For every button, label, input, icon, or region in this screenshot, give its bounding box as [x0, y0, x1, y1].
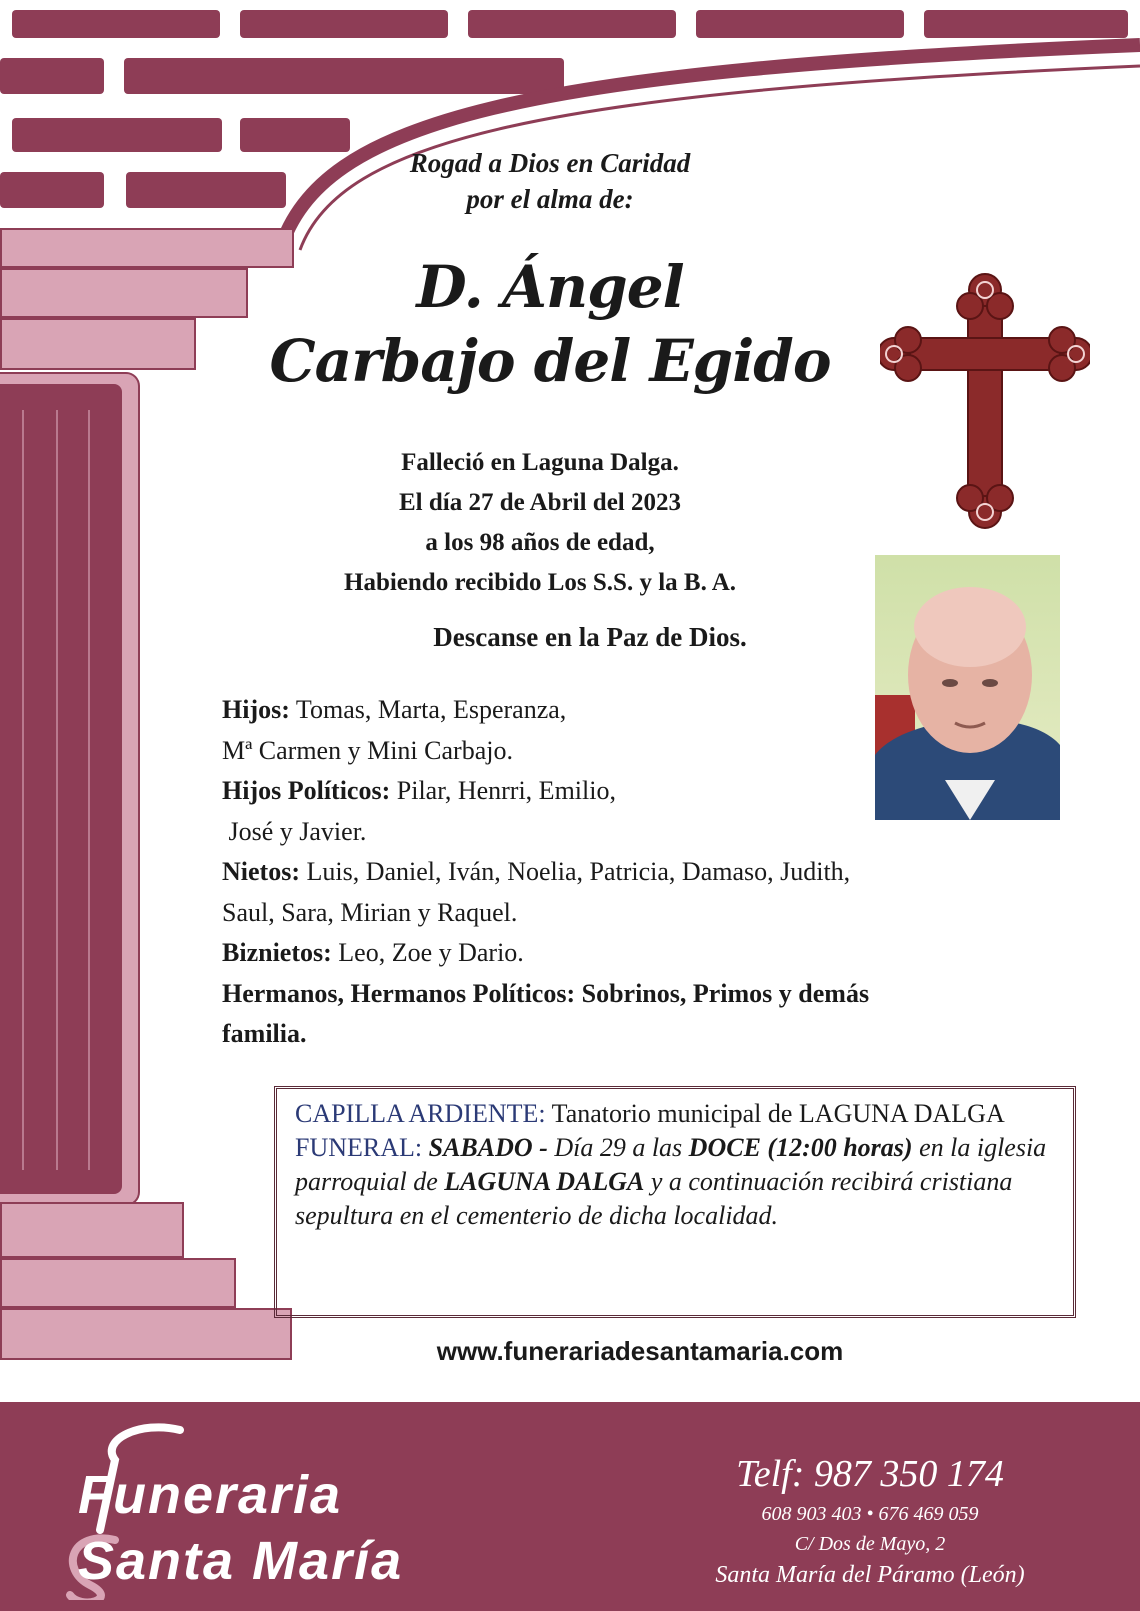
prayer-line-1: Rogad a Dios en Caridad — [409, 148, 691, 178]
in-laws-names: Pilar, Henrri, Emilio, — [390, 776, 616, 805]
prayer-line-2: por el alma de: — [466, 184, 634, 214]
family-grandchildren — [222, 852, 1042, 893]
family-great-grandchildren — [222, 933, 1042, 974]
children-label: Hijos: — [222, 695, 290, 724]
services-box — [274, 1086, 1076, 1318]
grandchildren-names: Luis, Daniel, Iván, Noelia, Patricia, Damaso, Judith, — [299, 857, 851, 886]
in-laws-label: Hijos Políticos: — [222, 776, 391, 805]
siblings-text: Hermanos, Hermanos Políticos: Sobrinos, Primos y demás — [222, 978, 870, 1008]
wake-info — [295, 1097, 1055, 1131]
great-grandchildren-label: Biznietos: — [222, 938, 332, 967]
arch-curve — [0, 0, 1140, 260]
column-flute — [88, 410, 90, 1170]
deceased-name — [230, 250, 870, 398]
column-capital-step — [0, 268, 248, 318]
column-flute — [22, 410, 24, 1170]
siblings-text-cont: familia. — [222, 1019, 307, 1048]
funeral-time: DOCE (12:00 horas) — [688, 1133, 913, 1162]
website-link[interactable]: www.funerariadesantamaria.com — [436, 1336, 844, 1366]
funeral-church-3: y a continuación recibirá cristiana sepultura en el cementerio de dicha localidad. — [295, 1167, 1013, 1230]
details-sacraments: Habiendo recibido Los S.S. y la B. A. — [344, 569, 736, 596]
column-shaft — [0, 384, 122, 1194]
mobile-phones: 608 903 403 • 676 469 059 — [761, 1503, 979, 1525]
funeral-label: FUNERAL: — [295, 1133, 423, 1162]
wake-label: CAPILLA ARDIENTE: — [295, 1099, 546, 1128]
family-grandchildren-cont: Saul, Sara, Mirian y Raquel. — [222, 897, 518, 927]
funeral-date: Día 29 a las — [547, 1133, 689, 1162]
prayer-heading — [330, 145, 770, 217]
family-in-laws — [222, 771, 1042, 812]
details-place: Falleció en Laguna Dalga. — [401, 449, 679, 476]
wake-text: Tanatorio municipal de LAGUNA DALGA — [545, 1099, 1005, 1128]
column-flute — [56, 410, 58, 1170]
family-siblings-cont — [222, 1014, 1042, 1055]
name-line-1: D. Ángel — [416, 253, 684, 321]
town: Santa María del Páramo (León) — [715, 1562, 1025, 1588]
column-base-step — [0, 1202, 184, 1258]
funeral-church-1: en la iglesia parroquial de — [295, 1133, 1047, 1196]
cross-icon — [880, 262, 1090, 532]
family-in-laws-cont: José y Javier. — [222, 816, 367, 846]
column-capital-step — [0, 318, 196, 370]
brand-name-line-1: Funeraria — [78, 1465, 343, 1525]
children-names: Tomas, Marta, Esperanza, — [289, 695, 567, 724]
brand-name-line-2: Santa María — [78, 1531, 404, 1591]
great-grandchildren-names: Leo, Zoe y Dario. — [331, 938, 524, 967]
name-line-2: Carbajo del Egido — [269, 327, 831, 395]
main-phone: Telf: 987 350 174 — [736, 1453, 1004, 1495]
funeral-church-name: LAGUNA DALGA — [444, 1167, 645, 1196]
death-details — [290, 443, 790, 603]
grandchildren-label: Nietos: — [222, 857, 300, 886]
family-siblings — [222, 974, 1042, 1015]
rest-in-peace: Descanse en la Paz de Dios. — [433, 622, 747, 652]
column-base-step — [0, 1308, 292, 1360]
family-children-cont: Mª Carmen y Mini Carbajo. — [222, 735, 513, 765]
details-age: a los 98 años de edad, — [425, 529, 655, 556]
funeral-info — [295, 1131, 1055, 1233]
family-list — [222, 690, 1042, 1055]
column-base-step — [0, 1258, 236, 1308]
family-children — [222, 690, 1042, 731]
details-date: El día 27 de Abril del 2023 — [399, 489, 681, 516]
funeral-day: SABADO - — [422, 1133, 548, 1162]
address: C/ Dos de Mayo, 2 — [794, 1533, 946, 1555]
